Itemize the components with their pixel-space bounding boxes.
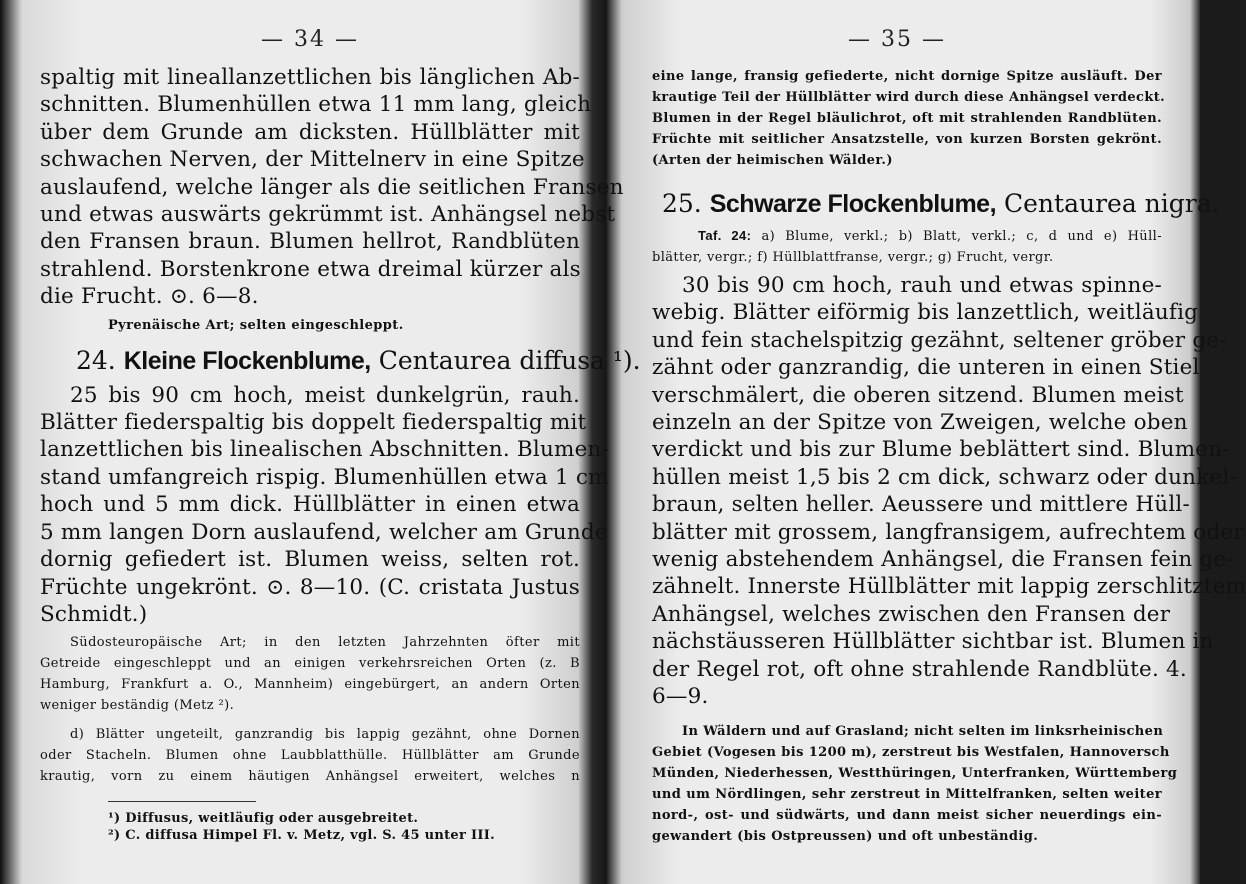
text-line bbox=[652, 225, 1162, 247]
text-line: 25 bis 90 cm hoch, meist dunkelgrün, rauh. bbox=[70, 382, 580, 408]
text-line: einzeln an der Spitze von Zweigen, welche oben bbox=[652, 410, 1188, 436]
text-line: Schmidt.) bbox=[40, 601, 148, 627]
text-line: oder Stacheln. Blumen ohne Laubblatthülle. Hüllblätter am Grunde bbox=[40, 748, 580, 764]
page-number-left: — 34 — bbox=[261, 27, 359, 52]
species-latin-name: Centaurea nigra. bbox=[1004, 189, 1220, 218]
text-line: nächstäusseren Hüllblätter sichtbar ist. Blumen in bbox=[652, 629, 1214, 655]
species-heading-25 bbox=[632, 189, 1220, 219]
text-line: schwachen Nerven, der Mittelnerv in eine Spitze bbox=[40, 147, 585, 173]
text-line: und um Nördlingen, sehr zerstreut in Mittelfranken, selten weiter bbox=[652, 786, 1162, 802]
species-number: 25. bbox=[662, 189, 702, 218]
text-line: braun, selten heller. Aeussere und mittlere Hüll- bbox=[652, 492, 1190, 518]
text-line: die Frucht. ⊙. 6—8. bbox=[40, 284, 259, 310]
text-line: Südosteuropäische Art; in den letzten Jahrzehnten öfter mit bbox=[70, 635, 580, 651]
text-line: (Arten der heimischen Wälder.) bbox=[652, 153, 893, 168]
text-line: Getreide eingeschleppt und an einigen verkehrsreichen Orten (z. B bbox=[40, 656, 580, 672]
distribution-note-3 bbox=[632, 721, 1178, 847]
text-line: und fein stachelspitzig gezähnt, seltener gröber ge- bbox=[652, 327, 1227, 353]
text-line: gewandert (bis Ostpreussen) und oft unbeständig. bbox=[652, 828, 1039, 844]
text-line: In Wäldern und auf Grasland; nicht selten im linksrheinischen bbox=[682, 723, 1164, 739]
species-common-name: Schwarze Flockenblume, bbox=[709, 190, 997, 218]
text-line: hoch und 5 mm dick. Hüllblätter in einen etwa bbox=[40, 492, 580, 518]
text-line: dornig gefiedert ist. Blumen weiss, selten rot. bbox=[40, 547, 580, 573]
text-line: nord-, ost- und südwärts, und dann meist sicher neuerdings ein- bbox=[652, 807, 1162, 823]
text-line: über dem Grunde am dicksten. Hüllblätter mit bbox=[40, 119, 580, 145]
left-page bbox=[40, 0, 641, 884]
text-line: zähnelt. Innerste Hüllblätter mit lappig zerschlitztem bbox=[652, 574, 1246, 600]
left-para-2 bbox=[40, 382, 610, 629]
text-line: blätter, vergr.; f) Hüllblattfranse, vergr.; g) Frucht, vergr. bbox=[652, 250, 1054, 265]
footnote-divider bbox=[108, 801, 256, 802]
right-para-3 bbox=[632, 272, 1246, 711]
distribution-note-2 bbox=[40, 632, 580, 716]
plate-label: Taf. 24: bbox=[698, 228, 752, 243]
text-line: krautige Teil der Hüllblätter wird durch diese Anhängsel verdeckt. bbox=[652, 90, 1166, 105]
footnote-2: ²) C. diffusa Himpel Fl. v. Metz, vgl. S. 45 unter III. bbox=[108, 828, 495, 844]
right-page bbox=[632, 0, 1246, 884]
text-line: den Fransen braun. Blumen hellrot, Randblüten bbox=[40, 229, 580, 255]
plate-line: a) Blume, verkl.; b) Blatt, verkl.; c, d und e) Hüll- bbox=[761, 229, 1162, 244]
text-line: eine lange, fransig gefiederte, nicht dornige Spitze ausläuft. Der bbox=[652, 69, 1162, 84]
footnote-1: ¹) Diffusus, weitläufig oder ausgebreitet. bbox=[108, 811, 419, 827]
key-d bbox=[40, 724, 580, 787]
text-line: lanzettlichen bis linealischen Abschnitten. Blumen- bbox=[40, 437, 610, 463]
species-number: 24. bbox=[76, 345, 116, 375]
text-line: blätter mit grossem, langfransigem, aufrechtem oder bbox=[652, 519, 1244, 545]
text-line: 6—9. bbox=[652, 684, 709, 710]
text-line: Pyrenäische Art; selten eingeschleppt. bbox=[108, 317, 404, 333]
text-line: d) Blätter ungeteilt, ganzrandig bis lappig gezähnt, ohne Dornen bbox=[70, 727, 580, 743]
text-line: verschmälert, die oberen sitzend. Blumen meist bbox=[652, 382, 1184, 408]
text-line: hüllen meist 1,5 bis 2 cm dick, schwarz oder dunkel- bbox=[652, 464, 1237, 490]
text-line: 30 bis 90 cm hoch, rauh und etwas spinne- bbox=[682, 273, 1162, 298]
species-latin-name: Centaurea diffusa ¹). bbox=[378, 345, 641, 375]
text-line: der Regel rot, oft ohne strahlende Randblüte. 4. bbox=[652, 656, 1187, 682]
text-line: Hamburg, Frankfurt a. O., Mannheim) eingebürgert, an andern Orten bbox=[40, 677, 580, 693]
left-para-1 bbox=[40, 64, 624, 311]
text-line: webig. Blätter eiförmig bis lanzettlich, weitläufig bbox=[652, 300, 1199, 326]
text-line: wenig abstehendem Anhängsel, die Fransen fein ge- bbox=[652, 547, 1234, 573]
text-line: schnitten. Blumenhüllen etwa 11 mm lang, gleich bbox=[40, 92, 592, 118]
text-line: Früchte mit seitlicher Ansatzstelle, von kurzen Borsten gekrönt. bbox=[652, 132, 1162, 147]
text-line: zähnt oder ganzrandig, die unteren in einen Stiel bbox=[652, 355, 1200, 381]
text-line: und etwas auswärts gekrümmt ist. Anhängsel nebst bbox=[40, 202, 616, 228]
text-line: auslaufend, welche länger als die seitlichen Fransen bbox=[40, 174, 624, 200]
distribution-note-1 bbox=[40, 315, 580, 336]
text-line: Gebiet (Vogesen bis 1200 m), zerstreut bis Westfalen, Hannoversch bbox=[652, 744, 1170, 760]
text-line: Früchte ungekrönt. ⊙. 8—10. (C. cristata Justus bbox=[40, 574, 580, 600]
plate-reference bbox=[632, 225, 1162, 268]
text-line: 5 mm langen Dorn auslaufend, welcher am Grunde bbox=[40, 519, 608, 545]
text-line: Münden, Niederhessen, Westthüringen, Unterfranken, Württemberg bbox=[652, 765, 1178, 781]
species-common-name: Kleine Flockenblume, bbox=[123, 346, 371, 375]
page-number-right: — 35 — bbox=[848, 27, 946, 52]
text-line: krautig, vorn zu einem häutigen Anhängsel erweitert, welches n bbox=[40, 769, 580, 785]
text-line: spaltig mit lineallanzettlichen bis länglichen Ab- bbox=[40, 65, 580, 90]
text-line: strahlend. Borstenkrone etwa dreimal kürzer als bbox=[40, 256, 581, 282]
species-heading-24 bbox=[40, 345, 641, 376]
text-line: Blumen in der Regel bläulichrot, oft mit strahlenden Randblüten. bbox=[652, 111, 1162, 126]
text-line: Blätter fiederspaltig bis doppelt fiederspaltig mit bbox=[40, 410, 587, 436]
text-line: weniger beständig (Metz ²). bbox=[40, 698, 235, 714]
key-continuation bbox=[632, 66, 1166, 171]
text-line: stand umfangreich rispig. Blumenhüllen etwa 1 cm bbox=[40, 464, 609, 490]
text-line: Anhängsel, welches zwischen den Fransen der bbox=[652, 601, 1171, 627]
text-line: verdickt und bis zur Blume beblättert sind. Blumen- bbox=[652, 437, 1230, 463]
